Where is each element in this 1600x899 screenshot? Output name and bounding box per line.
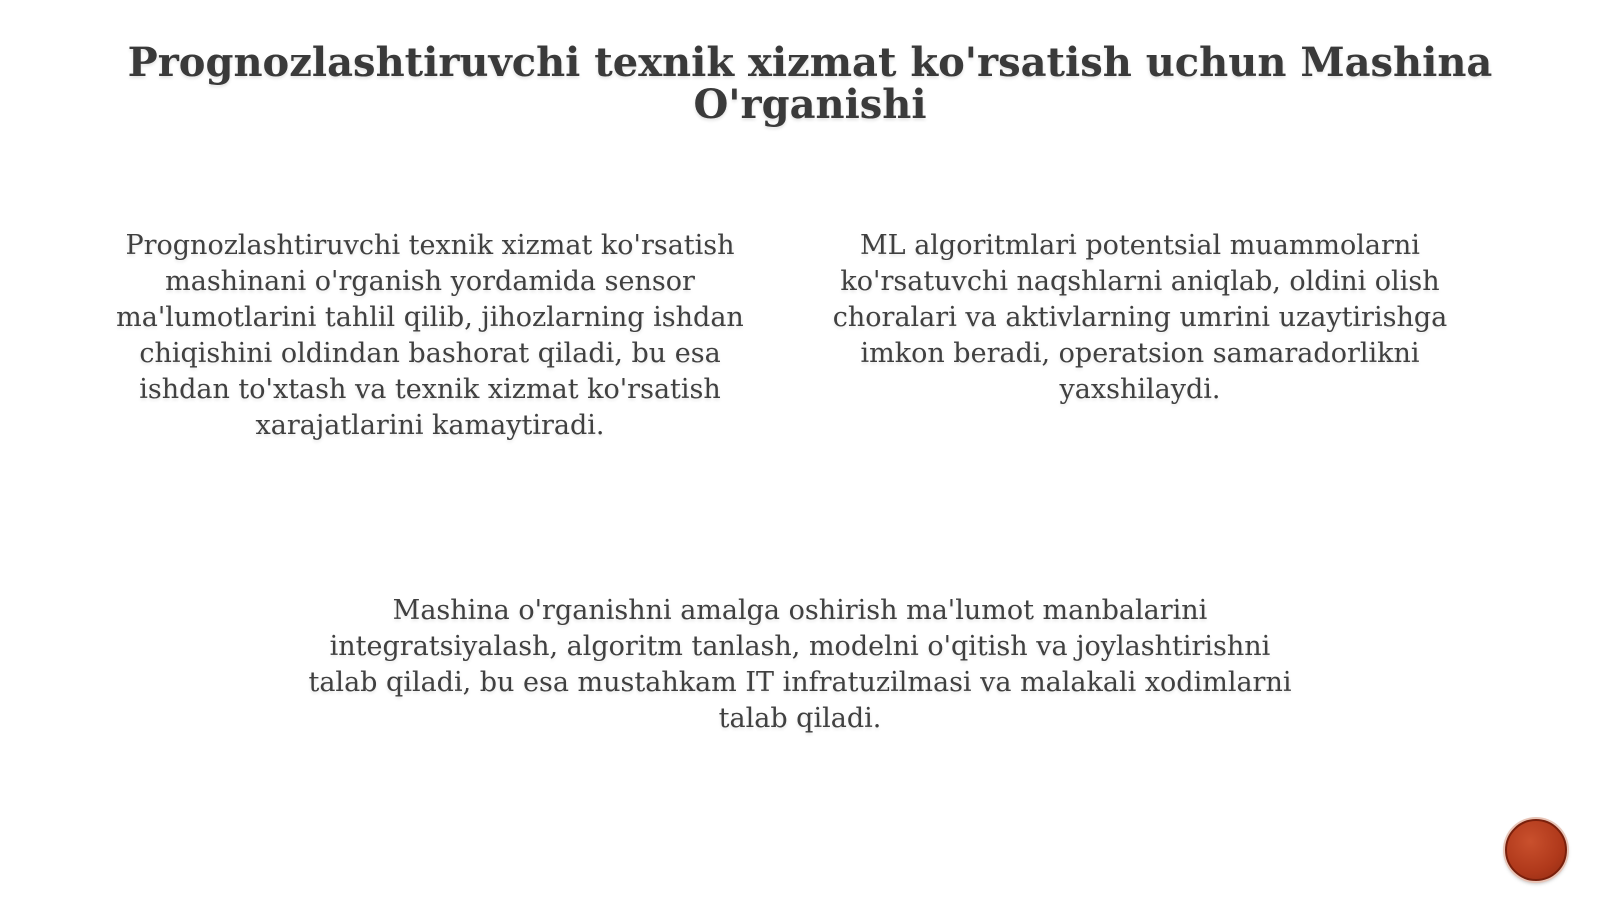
paragraph-bottom: Mashina o'rganishni amalga oshirish ma'lumot manbalarini integratsiyalash, algoritm tanlash, modelni o'qitish va joylashtirishni talab qiladi, bu esa mustahkam IT infratuzilmasi va malakali xodimlarni talab qiladi. (308, 595, 1292, 734)
paragraph-left: Prognozlashtiruvchi texnik xizmat ko'rsatish mashinani o'rganish yordamida sensor ma'lumotlarini tahlil qilib, jihozlarning ishdan chiqishini oldindan bashorat qiladi, bu esa ishdan to'xtash va texnik xizmat ko'rsatish xarajatlarini kamaytiradi. (116, 230, 744, 441)
slide-nav-button[interactable] (1505, 819, 1567, 881)
slide-title: Prognozlashtiruvchi texnik xizmat ko'rsatish uchun Mashina O'rganishi (127, 39, 1493, 128)
paragraph-right: ML algoritmlari potentsial muammolarni ko'rsatuvchi naqshlarni aniqlab, oldini olish choralari va aktivlarning umrini uzaytirishga imkon beradi, operatsion samaradorlikni yaxshilaydi. (832, 230, 1448, 405)
